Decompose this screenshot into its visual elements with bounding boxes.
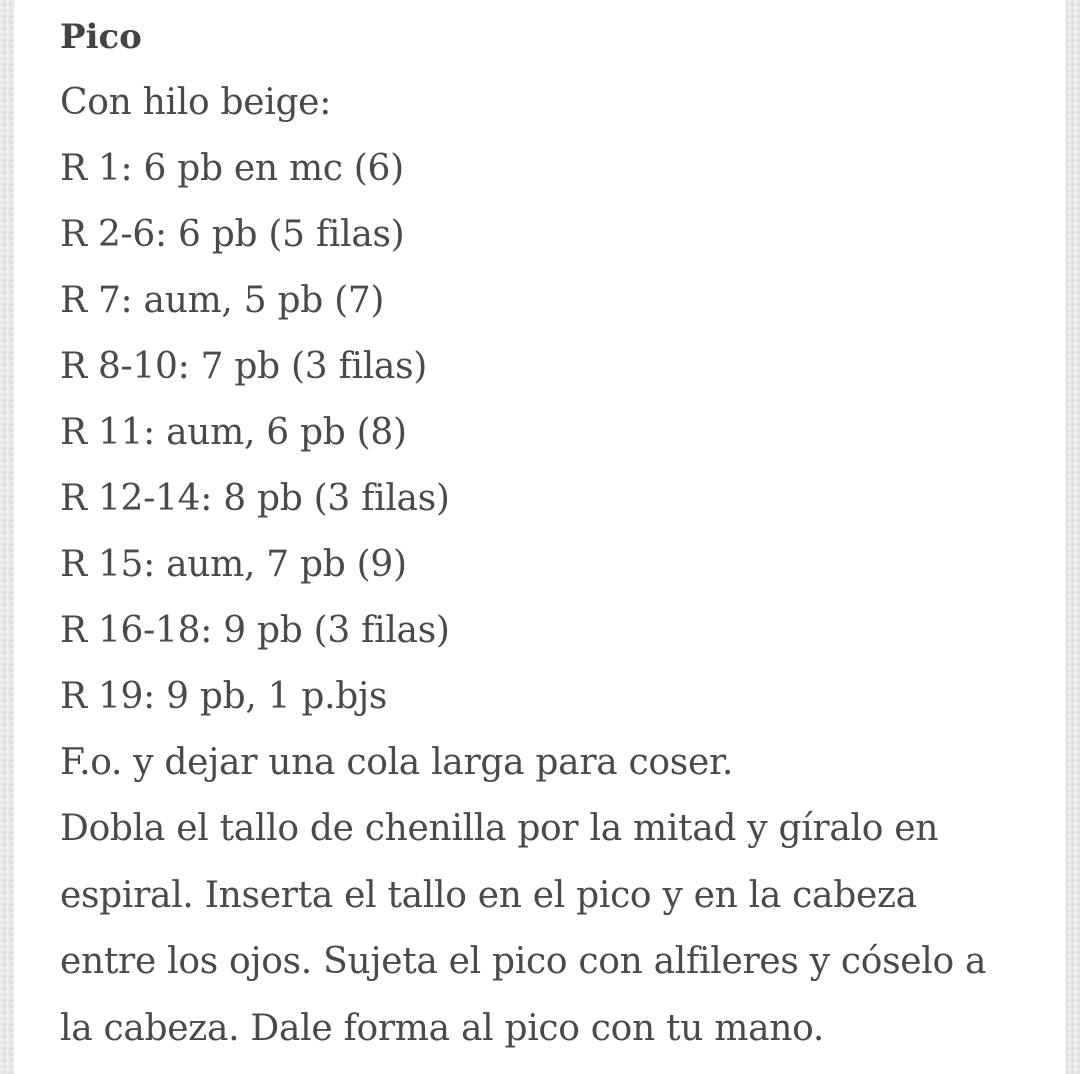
instruction-line: R 16-18: 9 pb (3 filas): [60, 610, 450, 651]
instruction-line: F.o. y dejar una cola larga para coser.: [60, 742, 734, 783]
instruction-line: R 19: 9 pb, 1 p.bjs: [60, 676, 388, 717]
instruction-paragraph: Dobla el tallo de chenilla por la mitad y gíralo en espiral. Inserta el tallo en el pico y en la cabeza entre los ojos. Sujeta el pico con alfileres y cóselo a la cabeza. Dale forma al pico con tu mano.: [60, 808, 987, 1049]
instruction-line: Con hilo beige:: [60, 82, 332, 123]
instruction-line: R 7: aum, 5 pb (7): [60, 280, 385, 321]
section-title: Pico: [60, 17, 142, 57]
instruction-line: R 12-14: 8 pb (3 filas): [60, 478, 450, 519]
instruction-line: R 1: 6 pb en mc (6): [60, 148, 404, 189]
document-page: [14, 0, 1066, 1074]
instruction-line: R 2-6: 6 pb (5 filas): [60, 214, 405, 255]
instruction-line: R 8-10: 7 pb (3 filas): [60, 346, 428, 387]
instruction-line: R 11: aum, 6 pb (8): [60, 412, 407, 453]
instruction-line: R 15: aum, 7 pb (9): [60, 544, 407, 585]
document-content: [60, 4, 1050, 1062]
